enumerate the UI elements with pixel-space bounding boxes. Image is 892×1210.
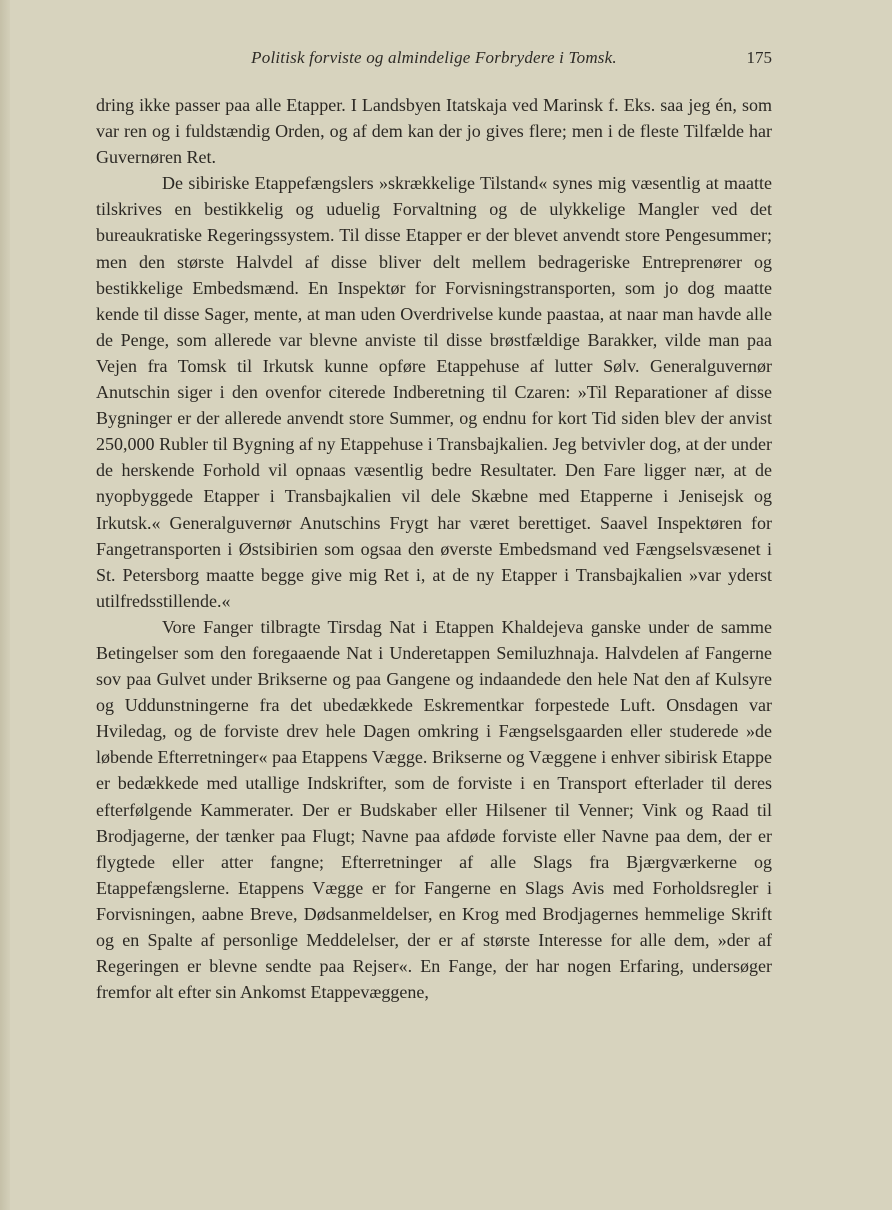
body-text [96, 92, 772, 1005]
page-header [96, 48, 772, 74]
page-number: 175 [746, 48, 772, 67]
paragraph: De sibiriske Etappefængslers »skrækkelige Tilstand« synes mig væsentlig at maatte tilskrives en bestikkelig og uduelig Forvaltning og de ulykkelige Mangler ved det bureaukratiske Regeringssystem. Til disse Etapper er der blevet anvendt store Pengesummer; men den største Halvdel af disse bliver delt mellem bedrageriske Entreprenører og bestikkelige Embedsmænd. En Inspektør for Forvisningstransporten, som jo dog maatte kende til disse Sager, mente, at man uden Overdrivelse kunde paastaa, at naar man havde alle de Penge, som allerede var blevne anviste til disse brøstfældige Barakker, vilde man paa Vejen fra Tomsk til Irkutsk kunne opføre Etappehuse af lutter Sølv. Generalguvernør Anutschin siger i den ovenfor citerede Indberetning til Czaren: »Til Reparationer af disse Bygninger er der allerede anvendt store Summer, og endnu for kort Tid siden blev der anvist 250,000 Rubler til Bygning af ny Etappehuse i Transbajkalien. Jeg betvivler dog, at der under de herskende Forhold vil opnaas væsentlig bedre Resultater. Den Fare ligger nær, at de nyopbyggede Etapper i Transbajkalien vil dele Skæbne med Etapperne i Jenisejsk og Irkutsk.« Generalguvernør Anutschins Frygt har været berettiget. Saavel Inspektøren for Fangetransporten i Østsibirien som ogsaa den øverste Embedsmand ved Fængselsvæsenet i St. Petersborg maatte begge give mig Ret i, at de ny Etapper i Transbajkalien »var yderst utilfredsstillende.« [96, 173, 772, 611]
page-binding-edge [0, 0, 10, 1210]
paragraph: Vore Fanger tilbragte Tirsdag Nat i Etappen Khaldejeva ganske under de samme Betingelser som den foregaaende Nat i Underetappen Semiluzhnaja. Halvdelen af Fangerne sov paa Gulvet under Brikserne og paa Gangene og indaandede den hele Nat den af Kulsyre og Uddunstningerne fra det ubedækkede Eskrementkar forpestede Luft. Onsdagen var Hviledag, og de forviste drev hele Dagen omkring i Fængselsgaarden eller studerede »de løbende Efterretninger« paa Etappens Vægge. Brikserne og Væggene i enhver sibirisk Etappe er bedækkede med utallige Indskrifter, som de forviste i en Transport efterlader til deres efterfølgende Kammerater. Der er Budskaber eller Hilsener til Venner; Vink og Raad til Brodjagerne, der tænker paa Flugt; Navne paa afdøde forviste eller Navne paa dem, der er flygtede eller atter fangne; Efterretninger af alle Slags fra Bjærgværkerne og Etappefængslerne. Etappens Vægge er for Fangerne en Slags Avis med Forholdsregler i Forvisningen, aabne Breve, Dødsanmeldelser, en Krog med Brodjagernes hemmelige Skrift og en Spalte af personlige Meddelelser, der er af største Interesse for alle dem, »der af Regeringen er blevne sendte paa Rejser«. En Fange, der har nogen Erfaring, undersøger fremfor alt efter sin Ankomst Etappevæggene, [96, 616, 772, 1003]
paragraph-continued: dring ikke passer paa alle Etapper. I Landsbyen Itatskaja ved Marinsk f. Eks. saa jeg én, som var ren og i fuldstændig Orden, og af dem kan der jo gives flere; men i de fleste Tilfælde har Guvernøren Ret. [96, 95, 772, 168]
running-head: Politisk forviste og almindelige Forbrydere i Tomsk. [251, 48, 617, 67]
